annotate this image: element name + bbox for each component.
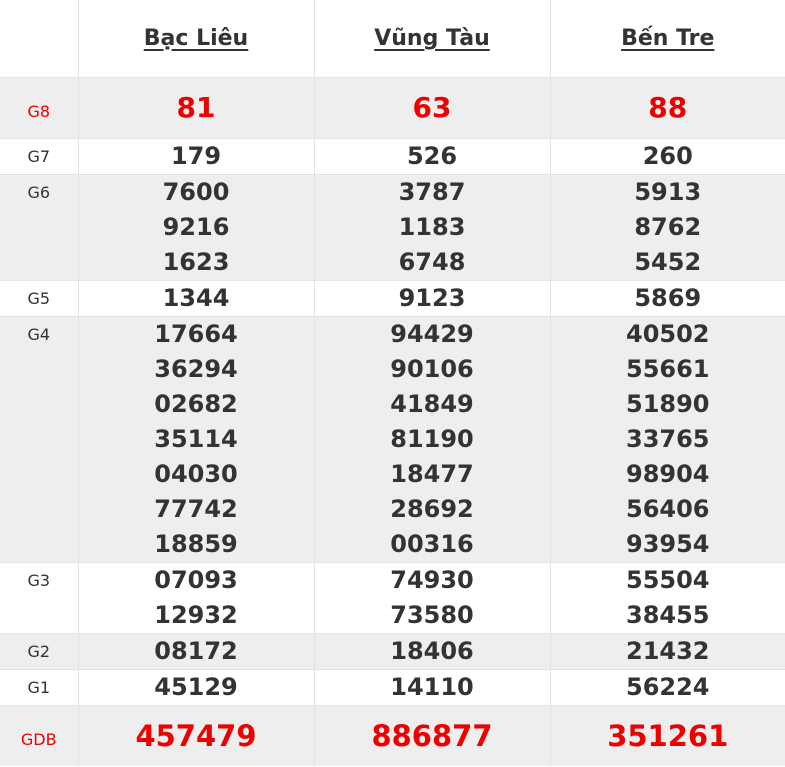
- prize-label: G6: [0, 175, 78, 281]
- prize-row-g7: [0, 139, 785, 175]
- prize-label: G2: [0, 634, 78, 670]
- result-cell: [78, 634, 314, 670]
- result-number: 457479: [135, 719, 257, 753]
- result-number: 04030: [154, 460, 238, 488]
- result-number: 1183: [398, 213, 466, 241]
- prize-label: G1: [0, 670, 78, 706]
- result-cell: [550, 317, 785, 563]
- result-number: 526: [406, 142, 458, 170]
- result-number: 9123: [398, 284, 466, 312]
- result-cell: [314, 281, 550, 317]
- result-number: 56224: [626, 673, 710, 701]
- result-cell: [314, 317, 550, 563]
- prize-label: G5: [0, 281, 78, 317]
- result-number: 36294: [154, 355, 238, 383]
- prize-label: G4: [0, 317, 78, 563]
- result-number: 41849: [390, 390, 474, 418]
- result-number: 7600: [162, 178, 230, 206]
- result-number: 260: [642, 142, 693, 170]
- result-number: 18859: [154, 530, 238, 558]
- result-number: 9216: [162, 213, 230, 241]
- result-number: 1344: [162, 284, 230, 312]
- result-number: 5869: [634, 284, 702, 312]
- prize-row-g1: [0, 670, 785, 706]
- result-number: 93954: [626, 530, 710, 558]
- result-cell: [550, 670, 785, 706]
- result-cell: [550, 78, 785, 139]
- result-number: 18406: [390, 637, 474, 665]
- result-number: 94429: [390, 320, 474, 348]
- prize-label: G8: [0, 78, 78, 139]
- result-number: 33765: [626, 425, 710, 453]
- result-cell: [314, 634, 550, 670]
- result-cell: [78, 317, 314, 563]
- result-number: 81190: [390, 425, 474, 453]
- result-cell: [78, 78, 314, 139]
- result-number: 55504: [626, 566, 710, 594]
- header-blank-cell: [0, 0, 78, 78]
- result-cell: [78, 563, 314, 634]
- result-number: 21432: [626, 637, 710, 665]
- result-number: 08172: [154, 637, 238, 665]
- result-cell: [314, 78, 550, 139]
- result-number: 45129: [154, 673, 238, 701]
- result-cell: [78, 139, 314, 175]
- result-number: 07093: [154, 566, 238, 594]
- result-number: 40502: [626, 320, 710, 348]
- result-cell: [314, 139, 550, 175]
- result-number: 351261: [607, 719, 729, 753]
- result-number: 02682: [154, 390, 238, 418]
- result-number: 3787: [398, 178, 466, 206]
- result-cell: [314, 563, 550, 634]
- result-cell: [550, 634, 785, 670]
- result-number: 5452: [634, 248, 702, 276]
- result-cell: [78, 281, 314, 317]
- result-number: 886877: [371, 719, 493, 753]
- province-header-vung-tau: [314, 0, 550, 78]
- result-number: 51890: [626, 390, 710, 418]
- result-number: 28692: [390, 495, 474, 523]
- prize-row-g3: [0, 563, 785, 634]
- province-header-row: [0, 0, 785, 78]
- province-link-ben-tre[interactable]: Bến Tre: [621, 26, 715, 51]
- result-number: 55661: [626, 355, 710, 383]
- result-number: 56406: [626, 495, 710, 523]
- prize-row-g4: [0, 317, 785, 563]
- result-number: 5913: [634, 178, 702, 206]
- result-number: 179: [170, 142, 222, 170]
- result-cell: [550, 139, 785, 175]
- prize-row-g6: [0, 175, 785, 281]
- prize-label: GDB: [0, 706, 78, 767]
- result-number: 63: [412, 91, 452, 124]
- result-number: 8762: [634, 213, 702, 241]
- result-cell: [314, 670, 550, 706]
- result-cell: [78, 706, 314, 767]
- result-number: 90106: [390, 355, 474, 383]
- prize-row-g2: [0, 634, 785, 670]
- prize-row-g8: [0, 78, 785, 139]
- province-link-vung-tau[interactable]: Vũng Tàu: [374, 26, 490, 51]
- result-number: 17664: [154, 320, 238, 348]
- result-cell: [550, 281, 785, 317]
- result-number: 38455: [626, 601, 710, 629]
- prize-label: G3: [0, 563, 78, 634]
- province-link-bac-lieu[interactable]: Bạc Liêu: [143, 26, 249, 51]
- result-cell: [78, 670, 314, 706]
- result-number: 1623: [162, 248, 230, 276]
- result-cell: [78, 175, 314, 281]
- result-cell: [314, 175, 550, 281]
- result-number: 74930: [390, 566, 474, 594]
- prize-label: G7: [0, 139, 78, 175]
- prize-row-g5: [0, 281, 785, 317]
- result-number: 18477: [390, 460, 474, 488]
- result-number: 6748: [398, 248, 466, 276]
- province-header-ben-tre: [550, 0, 785, 78]
- prize-row-gdb: [0, 706, 785, 767]
- result-number: 81: [176, 91, 216, 124]
- result-number: 77742: [154, 495, 238, 523]
- result-cell: [550, 175, 785, 281]
- result-number: 12932: [154, 601, 238, 629]
- result-cell: [550, 563, 785, 634]
- result-number: 00316: [390, 530, 474, 558]
- result-number: 88: [648, 91, 688, 124]
- result-number: 98904: [626, 460, 710, 488]
- result-cell: [314, 706, 550, 767]
- result-cell: [550, 706, 785, 767]
- result-number: 35114: [154, 425, 238, 453]
- result-number: 14110: [390, 673, 474, 701]
- province-header-bac-lieu: [78, 0, 314, 78]
- result-number: 73580: [390, 601, 474, 629]
